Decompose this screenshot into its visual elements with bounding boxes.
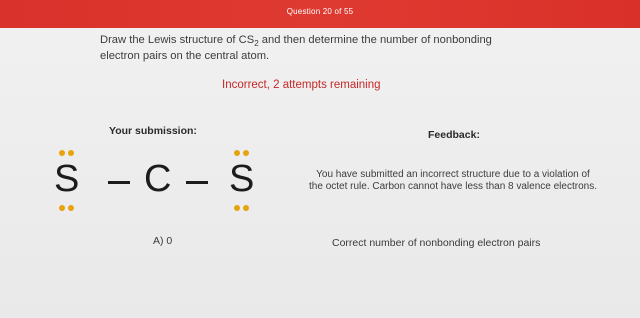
question-counter: Question 20 of 55 [286,7,354,16]
submission-label: Your submission: [109,125,197,137]
feedback-label: Feedback: [428,129,480,141]
single-bond [108,181,130,184]
single-bond [186,181,208,184]
lone-pair-dot [68,150,74,156]
lone-pair-dot [234,150,240,156]
lone-pair-dot [59,150,65,156]
correct-count-label: Correct number of nonbonding electron pairs [332,237,541,249]
incorrect-status-message: Incorrect, 2 attempts remaining [222,79,381,91]
question-text-start: Draw the Lewis structure of CS [100,34,255,46]
submitted-answer: A) 0 [153,235,173,247]
atom-sulfur-right: S [229,158,255,200]
lone-pair-dot [243,150,249,156]
question-text-end: and then determine the number of nonbonding electron pairs on the central atom. [100,34,492,63]
atom-carbon: C [144,158,172,200]
lone-pair-dot [243,205,249,211]
lone-pair-dot [68,205,74,211]
question-subscript: 2 [254,39,259,49]
feedback-text: You have submitted an incorrect structure due to a violation of the octet rule. Carbon cannot have less than 8 valence electrons. [309,169,597,192]
atom-sulfur-left: S [54,158,80,200]
lone-pair-dot [59,205,65,211]
lone-pair-dot [234,205,240,211]
